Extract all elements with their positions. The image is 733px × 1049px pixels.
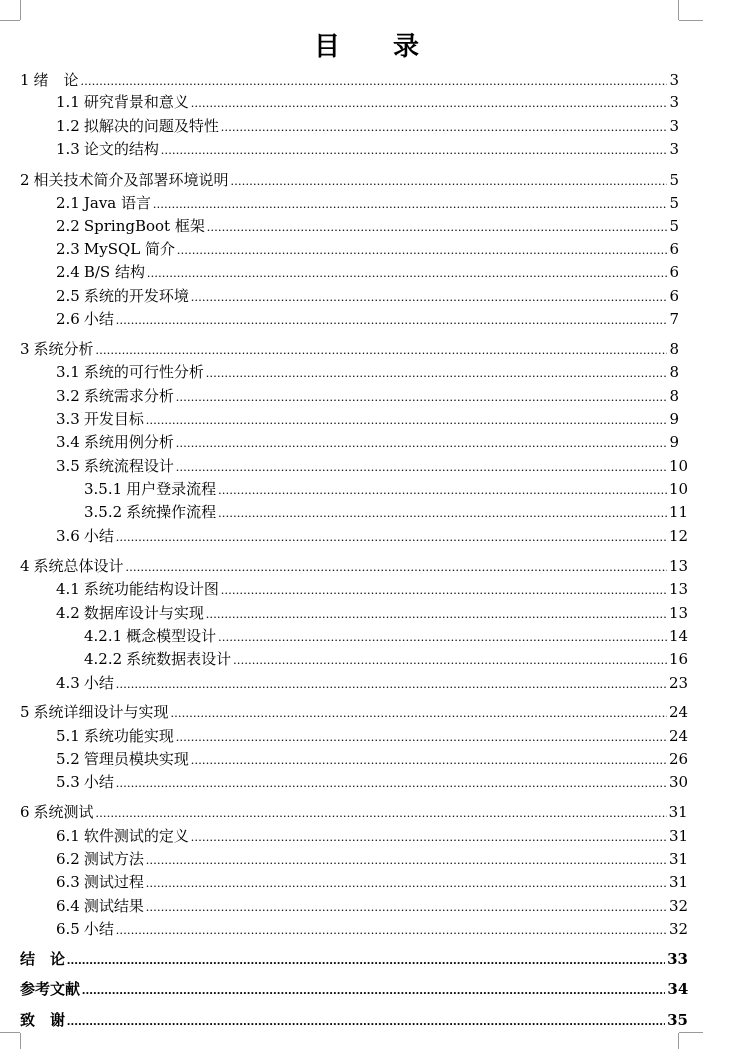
- toc-leader: [116, 674, 667, 694]
- toc-entry-4-2-2[interactable]: [84, 649, 689, 669]
- toc-entry-6[interactable]: [20, 802, 688, 822]
- toc-leader: [191, 827, 667, 847]
- toc-entry-4[interactable]: [20, 556, 689, 576]
- toc-leader: [233, 650, 667, 670]
- toc-leader: [221, 117, 667, 137]
- toc-entry-1-1[interactable]: [56, 92, 679, 112]
- toc-number: 2.2: [56, 217, 80, 235]
- toc-label: 测试方法: [83, 850, 144, 868]
- toc-entry-6-2[interactable]: [56, 849, 689, 869]
- toc-number: 5.1: [56, 727, 80, 745]
- toc-label: 小结: [83, 773, 114, 791]
- toc-number: 3.1: [56, 363, 80, 381]
- toc-leader: [218, 503, 667, 523]
- toc-label: 系统详细设计与实现: [33, 703, 169, 721]
- toc-label: 研究背景和意义: [83, 93, 189, 111]
- toc-number: 3.5.1: [84, 480, 123, 498]
- toc-entry-2[interactable]: [20, 170, 679, 190]
- toc-entry-4-3[interactable]: [56, 673, 689, 693]
- toc-entry-3-2[interactable]: [56, 386, 679, 406]
- toc-number: 4.2.1: [84, 627, 123, 645]
- toc-page: 12: [668, 527, 689, 545]
- toc-label: 系统总体设计: [33, 557, 124, 575]
- toc-number: 4.1: [56, 580, 80, 598]
- toc-leader: [116, 527, 667, 547]
- toc-page: 31: [668, 803, 688, 821]
- toc-entry-3-6[interactable]: [56, 526, 689, 546]
- toc-leader: [176, 457, 667, 477]
- toc-number: 5.3: [56, 773, 80, 791]
- toc-leader: [206, 363, 667, 383]
- toc-page: 13: [669, 580, 689, 598]
- toc-page: 24: [669, 727, 689, 745]
- toc-entry-3-5[interactable]: [56, 456, 689, 476]
- toc-number: 6.3: [56, 873, 80, 891]
- toc-entry-2-4[interactable]: [56, 262, 679, 282]
- toc-number: 4.3: [56, 674, 80, 692]
- toc-page: 8: [669, 363, 679, 381]
- toc-label: 用户登录流程: [126, 480, 217, 498]
- toc-label: 管理员模块实现: [83, 750, 189, 768]
- toc-entry-3-5-1[interactable]: [84, 479, 689, 499]
- toc-page: 23: [668, 674, 689, 692]
- page-title: 目 录: [313, 32, 442, 62]
- toc-leader: [67, 950, 665, 970]
- toc-page: 10: [669, 457, 689, 475]
- toc-entry-references[interactable]: [20, 979, 689, 999]
- toc-entry-6-4[interactable]: [56, 896, 689, 916]
- toc-page: 9: [669, 410, 679, 428]
- toc-leader: [82, 980, 665, 1000]
- toc-label: Java 语言: [83, 194, 152, 212]
- toc-page: 6: [669, 240, 679, 258]
- toc-label: 拟解决的问题及特性: [83, 117, 219, 135]
- toc-number: 3.5: [56, 457, 80, 475]
- toc-number: 6: [20, 803, 30, 821]
- toc-leader: [116, 773, 667, 793]
- toc-entry-3-3[interactable]: [56, 409, 679, 429]
- toc-label: 系统流程设计: [83, 457, 174, 475]
- toc-label: 软件测试的定义: [83, 827, 189, 845]
- toc-label: 致 谢: [20, 1011, 66, 1029]
- toc-entry-3-5-2[interactable]: [84, 502, 689, 522]
- toc-page: 31: [669, 850, 689, 868]
- toc-entry-4-2[interactable]: [56, 603, 689, 623]
- toc-leader: [191, 287, 667, 307]
- toc-label: 测试结果: [83, 897, 144, 915]
- toc-page: 5: [669, 217, 679, 235]
- toc-number: 6.5: [56, 920, 80, 938]
- toc-page: 3: [669, 71, 679, 89]
- toc-leader: [161, 140, 667, 160]
- toc-number: 3.5.2: [84, 503, 123, 521]
- toc-label: 小结: [83, 920, 114, 938]
- toc-page: 5: [669, 171, 679, 189]
- toc-label: 系统的可行性分析: [83, 363, 204, 381]
- toc-leader: [218, 627, 667, 647]
- toc-number: 6.4: [56, 897, 80, 915]
- toc-page: 31: [669, 873, 689, 891]
- toc-number: 3.6: [56, 527, 80, 545]
- toc-number: 5.2: [56, 750, 80, 768]
- toc-page: 35: [667, 1011, 688, 1029]
- toc-leader: [67, 1011, 665, 1031]
- toc-label: 系统功能结构设计图: [83, 580, 219, 598]
- toc-page: 7: [669, 310, 679, 328]
- toc-number: 6.1: [56, 827, 80, 845]
- toc-entry-6-3[interactable]: [56, 872, 689, 892]
- toc-page: 26: [669, 750, 689, 768]
- toc-number: 2.5: [56, 287, 80, 305]
- toc-label: B/S 结构: [83, 263, 145, 281]
- toc-number: 5: [20, 703, 30, 721]
- toc-number: 3.3: [56, 410, 80, 428]
- toc-label: 测试过程: [83, 873, 144, 891]
- toc-leader: [176, 433, 667, 453]
- toc-number: 3: [20, 340, 30, 358]
- toc-page: 13: [669, 604, 689, 622]
- toc-leader: [116, 310, 667, 330]
- toc-page: 11: [669, 503, 689, 521]
- toc-label: 系统功能实现: [83, 727, 174, 745]
- toc-entry-5[interactable]: [20, 702, 689, 722]
- toc-entry-5-1[interactable]: [56, 726, 689, 746]
- toc-leader: [191, 93, 667, 113]
- toc-entry-5-3[interactable]: [56, 772, 689, 792]
- toc-entry-4-2-1[interactable]: [84, 626, 689, 646]
- toc-leader: [146, 410, 667, 430]
- toc-leader: [96, 803, 667, 823]
- toc-label: 概念模型设计: [126, 627, 217, 645]
- toc-page: 5: [669, 194, 679, 212]
- toc-leader: [116, 920, 667, 940]
- toc-entry-6-5[interactable]: [56, 919, 689, 939]
- toc-entry-3[interactable]: [20, 339, 679, 359]
- toc-page: 13: [669, 557, 689, 575]
- toc-number: 3.2: [56, 387, 80, 405]
- toc-page: 10: [669, 480, 689, 498]
- toc-number: 4: [20, 557, 30, 575]
- toc-entry-conclusion[interactable]: [20, 949, 688, 969]
- toc-label: MySQL 简介: [83, 240, 175, 258]
- toc-page: 32: [669, 897, 689, 915]
- toc-page: 9: [669, 433, 679, 451]
- toc-label: 参考文献: [20, 980, 81, 998]
- toc-page: 8: [669, 387, 679, 405]
- toc-leader: [218, 480, 667, 500]
- toc-label: 小结: [83, 674, 114, 692]
- toc-label: 数据库设计与实现: [83, 604, 204, 622]
- toc-number: 2.1: [56, 194, 80, 212]
- toc-entry-2-1[interactable]: [56, 193, 679, 213]
- toc-leader: [153, 194, 667, 214]
- toc-page: 6: [669, 287, 679, 305]
- toc-page: 8: [669, 340, 679, 358]
- toc-entry-3-4[interactable]: [56, 432, 679, 452]
- toc-label: 系统用例分析: [83, 433, 174, 451]
- toc-entry-acknowledgements[interactable]: [20, 1010, 688, 1030]
- toc-entry-1-3[interactable]: [56, 139, 679, 159]
- toc-page: 24: [669, 703, 689, 721]
- toc-label: SpringBoot 框架: [83, 217, 205, 235]
- toc-leader: [96, 340, 667, 360]
- toc-page: 3: [669, 93, 679, 111]
- toc-entry-1-2[interactable]: [56, 116, 679, 136]
- toc-leader: [231, 171, 667, 191]
- toc-page: 14: [669, 627, 689, 645]
- toc-number: 4.2.2: [84, 650, 123, 668]
- toc-entry-2-2[interactable]: [56, 216, 679, 236]
- toc-leader: [206, 604, 667, 624]
- toc-page: 34: [667, 980, 689, 998]
- toc-page: 3: [669, 140, 679, 158]
- toc-page: 31: [669, 827, 689, 845]
- toc-leader: [177, 240, 667, 260]
- toc-number: 2.6: [56, 310, 80, 328]
- toc-page: 30: [668, 773, 689, 791]
- toc-page: 3: [669, 117, 679, 135]
- toc-leader: [207, 217, 667, 237]
- toc-label: 系统数据表设计: [126, 650, 232, 668]
- toc-entry-6-1[interactable]: [56, 826, 689, 846]
- toc-entry-5-2[interactable]: [56, 749, 689, 769]
- toc-number: 1.1: [56, 93, 80, 111]
- toc-entry-1[interactable]: [20, 70, 679, 90]
- toc-leader: [176, 387, 667, 407]
- toc-number: 2: [20, 171, 30, 189]
- toc-leader: [171, 703, 667, 723]
- toc-leader: [221, 580, 667, 600]
- toc-number: 2.4: [56, 263, 80, 281]
- toc-number: 3.4: [56, 433, 80, 451]
- toc-label: 系统分析: [33, 340, 94, 358]
- toc-leader: [146, 873, 667, 893]
- toc-entry-4-1[interactable]: [56, 579, 689, 599]
- toc-label: 结 论: [20, 950, 66, 968]
- toc-number: 1.2: [56, 117, 80, 135]
- toc-leader: [146, 850, 667, 870]
- toc-page: 16: [669, 650, 689, 668]
- toc-number: 1: [20, 71, 30, 89]
- toc-label: 系统需求分析: [83, 387, 174, 405]
- toc-label: 绪 论: [33, 71, 79, 89]
- toc-label: 系统操作流程: [126, 503, 217, 521]
- toc-entry-2-6[interactable]: [56, 309, 679, 329]
- toc-page: 33: [667, 950, 688, 968]
- toc-number: 1.3: [56, 140, 80, 158]
- toc-page: 32: [668, 920, 689, 938]
- toc-label: 小结: [83, 310, 114, 328]
- toc-label: 相关技术简介及部署环境说明: [33, 171, 229, 189]
- toc-number: 2.3: [56, 240, 80, 258]
- toc-label: 系统的开发环境: [83, 287, 189, 305]
- toc-entry-2-5[interactable]: [56, 286, 679, 306]
- toc-label: 开发目标: [83, 410, 144, 428]
- toc-label: 系统测试: [33, 803, 94, 821]
- toc-number: 4.2: [56, 604, 80, 622]
- toc-leader: [176, 727, 667, 747]
- toc-label: 论文的结构: [83, 140, 159, 158]
- toc-page: 6: [669, 263, 679, 281]
- toc-number: 6.2: [56, 850, 80, 868]
- toc-leader: [191, 750, 667, 770]
- toc-entry-2-3[interactable]: [56, 239, 679, 259]
- toc-entry-3-1[interactable]: [56, 362, 679, 382]
- toc-label: 小结: [83, 527, 114, 545]
- toc-leader: [81, 71, 667, 91]
- toc-leader: [146, 897, 667, 917]
- toc-leader: [147, 263, 667, 283]
- toc-leader: [126, 557, 667, 577]
